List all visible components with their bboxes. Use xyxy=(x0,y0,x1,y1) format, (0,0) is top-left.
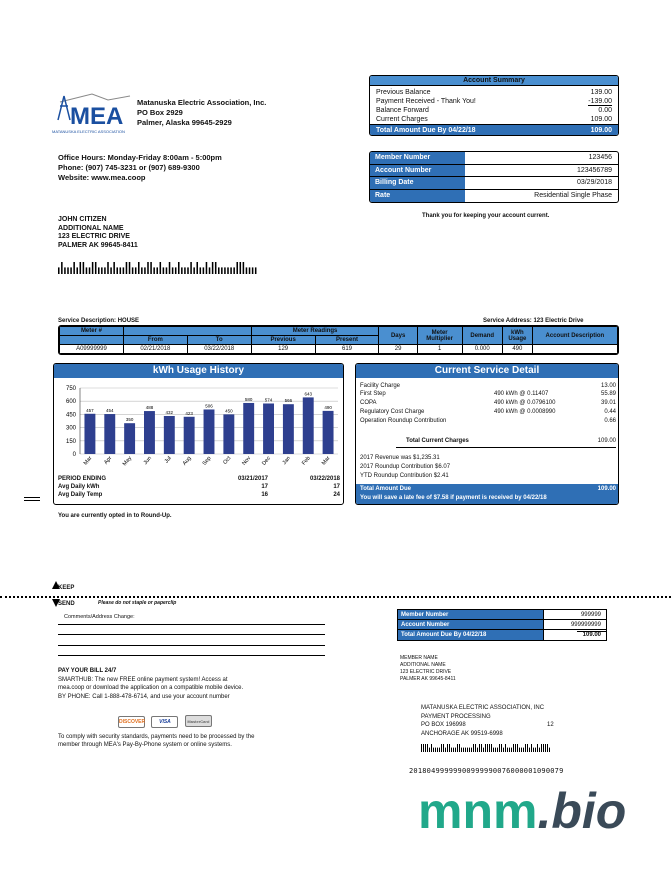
barcode-bar xyxy=(535,748,536,752)
barcode-bar xyxy=(209,267,211,274)
barcode-bar xyxy=(98,267,100,274)
barcode-bar xyxy=(427,744,428,752)
stub-member-address: MEMBER NAME ADDITIONAL NAME 123 ELECTRIC DRIVE PALMER AK 99645-8411 xyxy=(400,655,456,682)
x-tick-label: Jul xyxy=(163,455,173,465)
data-label: 423 xyxy=(185,410,193,416)
barcode-bar xyxy=(160,262,162,274)
card-logos xyxy=(118,710,214,728)
barcode-bar xyxy=(543,744,544,752)
barcode-bar xyxy=(485,744,486,752)
info-row-account: Account Number 123456789 xyxy=(370,165,618,178)
data-label: 490 xyxy=(324,404,332,410)
detail-note: 2017 Roundup Contribution $6.07 xyxy=(360,464,451,470)
barcode-bar xyxy=(439,748,440,752)
postal-barcode xyxy=(58,262,258,274)
data-label: 574 xyxy=(264,397,273,403)
col-from: From xyxy=(123,336,187,345)
barcode-bar xyxy=(132,267,134,274)
col-to: To xyxy=(187,336,251,345)
barcode-bar xyxy=(423,744,424,752)
scan-line: 20180499999900999990076000001090079 xyxy=(409,767,564,775)
barcode-bar xyxy=(523,748,524,752)
barcode-bar xyxy=(153,267,155,274)
barcode-bar xyxy=(545,744,546,752)
barcode-bar xyxy=(246,267,248,274)
detail-title: Current Service Detail xyxy=(356,364,618,378)
bar xyxy=(223,414,234,454)
usage-history-panel xyxy=(53,363,344,505)
detail-row: Regulatory Cost Charge 490 kWh @ 0.0008990 0.44 xyxy=(360,409,616,415)
bar xyxy=(184,417,195,454)
col-present: Present xyxy=(315,336,379,345)
barcode-bar xyxy=(493,748,494,752)
barcode-bar xyxy=(184,267,186,274)
usage-history-title: kWh Usage History xyxy=(54,364,343,378)
barcode-bar xyxy=(457,744,458,752)
col-days: Days xyxy=(379,327,417,345)
mea-logo xyxy=(50,92,135,136)
barcode-bar xyxy=(473,744,474,752)
keep-label: KEEP xyxy=(58,585,75,591)
barcode-bar xyxy=(465,748,466,752)
barcode-bar xyxy=(203,267,205,274)
company-name: Matanuska Electric Association, Inc. xyxy=(137,98,267,107)
bar xyxy=(303,397,314,454)
barcode-bar xyxy=(431,744,432,752)
barcode-bar xyxy=(443,744,444,752)
info-row-rate: Rate Residential Single Phase xyxy=(370,190,618,203)
bar xyxy=(124,423,135,454)
pay-instructions xyxy=(58,667,243,701)
company-po-box: PO Box 2929 xyxy=(137,108,183,117)
y-tick-label: 150 xyxy=(65,438,76,445)
barcode-bar xyxy=(206,262,208,274)
data-label: 566 xyxy=(284,398,293,404)
x-tick-label: Apr xyxy=(103,455,114,466)
bar xyxy=(84,414,95,454)
comment-line[interactable] xyxy=(58,624,325,625)
barcode-bar xyxy=(425,744,426,752)
barcode-bar xyxy=(447,744,448,752)
barcode-bar xyxy=(138,262,140,274)
period-table: PERIOD ENDING 03/21/2017 03/22/2018 Avg Daily kWh 17 17 Avg Daily Temp 16 24 xyxy=(58,476,340,498)
barcode-bar xyxy=(101,267,103,274)
account-summary xyxy=(369,75,619,136)
stub-account-table xyxy=(397,609,607,641)
barcode-bar xyxy=(453,748,454,752)
office-website: Website: www.mea.coop xyxy=(58,173,146,182)
data-label: 450 xyxy=(225,408,233,414)
barcode-bar xyxy=(221,267,223,274)
bar xyxy=(104,414,115,454)
x-tick-label: Jun xyxy=(142,455,153,467)
detail-row: Facility Charge 13.00 xyxy=(360,383,616,389)
col-readings: Meter Readings xyxy=(251,327,379,336)
barcode-bar xyxy=(123,267,125,274)
barcode-bar xyxy=(529,748,530,752)
barcode-bar xyxy=(437,748,438,752)
y-tick-label: 600 xyxy=(65,399,76,406)
x-tick-label: Feb xyxy=(301,455,312,467)
barcode-bar xyxy=(483,748,484,752)
barcode-bar xyxy=(243,262,245,274)
table-row: A09999999 02/21/2018 03/22/2018 129 619 29 1 0.000 490 xyxy=(60,345,618,354)
service-table xyxy=(58,325,619,355)
barcode-bar xyxy=(113,262,115,274)
data-label: 454 xyxy=(106,408,114,414)
barcode-bar xyxy=(240,262,242,274)
comment-line[interactable] xyxy=(58,634,325,635)
comments-label: Comments/Address Change: xyxy=(64,614,135,620)
col-multiplier: Meter Multiplier xyxy=(417,327,462,345)
barcode-bar xyxy=(236,262,238,274)
detail-divider xyxy=(396,447,616,448)
data-label: 643 xyxy=(304,391,312,397)
barcode-bar xyxy=(187,267,189,274)
company-address xyxy=(137,98,266,128)
barcode-bar xyxy=(67,267,69,274)
data-label: 350 xyxy=(125,417,134,423)
barcode-bar xyxy=(477,748,478,752)
barcode-bar xyxy=(499,744,500,752)
stub-row-total: Total Amount Due By 04/22/18 109.00 xyxy=(398,630,606,640)
bar xyxy=(144,411,155,454)
security-note: To comply with security standards, payments need to be processed by the member through MEA's Pay-By-Phone system or online systems. xyxy=(58,734,255,748)
x-tick-label: Oct xyxy=(222,455,233,466)
barcode-bar xyxy=(230,267,232,274)
barcode-bar xyxy=(252,267,254,274)
stub-row-account: Account Number 999999999 xyxy=(398,620,606,630)
barcode-bar xyxy=(513,744,514,752)
barcode-bar xyxy=(64,267,66,274)
barcode-bar xyxy=(70,267,72,274)
barcode-bar xyxy=(521,748,522,752)
barcode-bar xyxy=(503,748,504,752)
barcode-bar xyxy=(196,262,198,274)
barcode-bar xyxy=(116,267,118,274)
bar xyxy=(283,404,294,454)
pay-title: PAY YOUR BILL 24/7 xyxy=(58,668,117,674)
comment-line[interactable] xyxy=(58,655,325,656)
barcode-bar xyxy=(435,748,436,752)
barcode-bar xyxy=(501,744,502,752)
barcode-bar xyxy=(193,267,195,274)
detail-row: First Step 490 kWh @ 0.11407 55.89 xyxy=(360,391,616,397)
barcode-bar xyxy=(255,267,257,274)
remit-code: 12 xyxy=(547,722,554,728)
barcode-bar xyxy=(110,267,112,274)
barcode-bar xyxy=(469,748,470,752)
barcode-bar xyxy=(509,748,510,752)
summary-row: Payment Received - Thank You! -139.00 xyxy=(376,98,612,105)
watermark-logo: mnm.bio xyxy=(418,783,627,839)
barcode-bar xyxy=(172,267,174,274)
summary-row: Previous Balance 139.00 xyxy=(376,89,612,96)
perforation-line xyxy=(0,596,671,598)
service-description: Service Description: HOUSE xyxy=(58,318,140,324)
barcode-bar xyxy=(92,262,94,274)
comment-line[interactable] xyxy=(58,645,325,646)
barcode-bar xyxy=(224,267,226,274)
customer-city: PALMER AK 99645-8411 xyxy=(58,241,138,249)
mastercard-icon: MasterCard xyxy=(185,715,212,727)
barcode-bar xyxy=(156,267,158,274)
barcode-bar xyxy=(497,748,498,752)
barcode-bar xyxy=(178,262,180,274)
barcode-bar xyxy=(525,744,526,752)
customer-street: 123 ELECTRIC DRIVE xyxy=(58,233,130,240)
barcode-bar xyxy=(541,744,542,752)
detail-note: 2017 Revenue was $1,235.31 xyxy=(360,455,440,461)
logo-subtext: MATANUSKA ELECTRIC ASSOCIATION xyxy=(52,129,125,134)
barcode-bar xyxy=(190,262,192,274)
col-account-description: Account Description xyxy=(532,327,617,345)
detail-note: YTD Roundup Contribution $2.41 xyxy=(360,473,449,479)
barcode-bar xyxy=(76,267,78,274)
discover-card-icon: DISCOVER xyxy=(118,716,145,728)
remit-barcode xyxy=(421,744,551,752)
barcode-bar xyxy=(433,748,434,752)
stub-row-member: Member Number 999999 xyxy=(398,610,606,620)
barcode-bar xyxy=(141,267,143,274)
col-kwh: kWh Usage xyxy=(502,327,532,345)
account-summary-title: Account Summary xyxy=(370,76,618,86)
summary-row: Current Charges 109.00 xyxy=(376,116,612,123)
summary-row: Balance Forward 0.00 xyxy=(376,107,612,114)
barcode-bar xyxy=(463,748,464,752)
barcode-bar xyxy=(467,748,468,752)
smarthub-text-2: mea.coop or download the application on a compatible mobile device. xyxy=(58,685,244,691)
bar xyxy=(263,403,274,454)
barcode-bar xyxy=(515,744,516,752)
data-label: 580 xyxy=(244,396,253,402)
barcode-bar xyxy=(487,744,488,752)
y-tick-label: 0 xyxy=(72,452,76,458)
data-label: 457 xyxy=(86,407,94,413)
usage-chart xyxy=(54,380,344,476)
summary-total-row xyxy=(370,124,618,135)
amount-enclosed-line[interactable] xyxy=(577,631,607,632)
visa-card-icon: VISA xyxy=(151,716,178,728)
bar xyxy=(323,411,334,454)
office-info xyxy=(58,153,222,183)
barcode-bar xyxy=(475,744,476,752)
barcode-bar xyxy=(107,262,109,274)
smarthub-text: SMARTHUB: The new FREE online payment system! Access at xyxy=(58,676,228,683)
barcode-bar xyxy=(80,262,82,274)
send-label: SEND xyxy=(58,601,75,607)
data-label: 488 xyxy=(145,405,154,411)
barcode-bar xyxy=(144,267,146,274)
barcode-bar xyxy=(421,744,422,752)
col-demand: Demand xyxy=(462,327,502,345)
data-label: 506 xyxy=(205,403,213,409)
barcode-bar xyxy=(233,267,235,274)
barcode-bar xyxy=(489,744,490,752)
data-label: 432 xyxy=(165,409,174,415)
x-tick-label: Aug xyxy=(181,455,193,467)
barcode-bar xyxy=(212,262,214,274)
x-tick-label: Dec xyxy=(261,455,273,467)
barcode-bar xyxy=(449,744,450,752)
barcode-bar xyxy=(200,267,202,274)
bar xyxy=(204,409,215,454)
summary-total-value: 109.00 xyxy=(590,127,612,134)
office-phone: Phone: (907) 745-3231 or (907) 689-9300 xyxy=(58,163,200,172)
margin-mark xyxy=(24,500,40,501)
remit-address: MATANUSKA ELECTRIC ASSOCIATION, INC PAYMENT PROCESSING PO BOX 196998 ANCHORAGE AK 99519-6998 xyxy=(421,705,545,737)
barcode-bar xyxy=(215,262,217,274)
customer-name: JOHN CITIZEN xyxy=(58,216,107,223)
col-previous: Previous xyxy=(251,336,315,345)
barcode-bar xyxy=(169,262,171,274)
barcode-bar xyxy=(135,267,137,274)
y-tick-label: 300 xyxy=(65,425,76,432)
bar xyxy=(243,403,254,454)
barcode-bar xyxy=(61,262,63,274)
barcode-bar xyxy=(181,267,183,274)
barcode-bar xyxy=(175,267,177,274)
detail-total-row: Total Current Charges 109.00 xyxy=(406,438,616,444)
barcode-bar xyxy=(547,744,548,752)
barcode-bar xyxy=(120,267,122,274)
no-staple-note: Please do not staple or paperclip xyxy=(98,600,177,606)
barcode-bar xyxy=(461,748,462,752)
barcode-bar xyxy=(533,748,534,752)
barcode-bar xyxy=(150,262,152,274)
late-fee-note: You will save a late fee of $7.58 if payment is received by 04/22/18 xyxy=(360,495,547,501)
barcode-bar xyxy=(531,744,532,752)
barcode-bar xyxy=(89,267,91,274)
y-tick-label: 450 xyxy=(65,412,76,419)
barcode-bar xyxy=(73,262,75,274)
barcode-bar xyxy=(83,262,85,274)
summary-total-label: Total Amount Due By 04/22/18 xyxy=(376,127,476,134)
barcode-bar xyxy=(218,267,220,274)
barcode-bar xyxy=(507,748,508,752)
detail-row: Operation Roundup Contribution 0.66 xyxy=(360,418,616,424)
barcode-bar xyxy=(147,262,149,274)
account-info xyxy=(369,151,619,203)
barcode-bar xyxy=(451,748,452,752)
barcode-bar xyxy=(537,744,538,752)
barcode-bar xyxy=(549,748,550,752)
barcode-bar xyxy=(495,748,496,752)
barcode-bar xyxy=(429,748,430,752)
barcode-bar xyxy=(166,267,168,274)
by-phone-text: BY PHONE: Call 1-888-478-6714, and use your account number xyxy=(58,693,230,700)
margin-mark xyxy=(24,497,40,498)
thanks-message: Thank you for keeping your account current. xyxy=(422,213,550,219)
barcode-bar xyxy=(471,748,472,752)
bar xyxy=(164,416,175,454)
barcode-bar xyxy=(227,267,229,274)
x-tick-label: Nov xyxy=(241,455,253,467)
info-row-billing-date: Billing Date 03/29/2018 xyxy=(370,177,618,190)
barcode-bar xyxy=(455,748,456,752)
barcode-bar xyxy=(126,262,128,274)
barcode-bar xyxy=(539,748,540,752)
logo-text: MEA xyxy=(70,103,124,130)
current-service-detail xyxy=(355,363,619,505)
barcode-bar xyxy=(505,744,506,752)
detail-row: COPA 490 kWh @ 0.0796100 39.01 xyxy=(360,400,616,406)
x-tick-label: Sep xyxy=(201,455,213,467)
barcode-bar xyxy=(481,744,482,752)
col-meter: Meter # xyxy=(60,327,124,336)
roundup-message: You are currently opted in to Round-Up. xyxy=(58,513,172,519)
barcode-bar xyxy=(104,267,106,274)
y-tick-label: 750 xyxy=(65,386,76,392)
barcode-bar xyxy=(527,744,528,752)
info-row-member: Member Number 123456 xyxy=(370,152,618,165)
barcode-bar xyxy=(163,267,165,274)
service-address: Service Address: 123 Electric Drive xyxy=(483,318,584,324)
barcode-bar xyxy=(441,744,442,752)
barcode-bar xyxy=(445,748,446,752)
x-tick-label: Mar xyxy=(320,455,332,467)
office-hours: Office Hours: Monday-Friday 8:00am - 5:00pm xyxy=(58,153,222,162)
barcode-bar xyxy=(58,267,60,274)
barcode-bar xyxy=(511,748,512,752)
customer-additional: ADDITIONAL NAME xyxy=(58,224,124,232)
customer-address xyxy=(58,216,138,250)
barcode-bar xyxy=(86,267,88,274)
barcode-bar xyxy=(479,744,480,752)
barcode-bar xyxy=(129,262,131,274)
barcode-bar xyxy=(249,267,251,274)
company-city: Palmer, Alaska 99645-2929 xyxy=(137,118,232,127)
due-value: 109.00 xyxy=(597,486,616,492)
x-tick-label: Mar xyxy=(82,455,94,467)
barcode-bar xyxy=(459,744,460,752)
barcode-bar xyxy=(519,748,520,752)
due-label: Total Amount Due xyxy=(360,486,411,492)
barcode-bar xyxy=(95,262,97,274)
barcode-bar xyxy=(491,744,492,752)
x-tick-label: May xyxy=(121,455,134,468)
amount-due-band xyxy=(356,484,619,504)
x-tick-label: Jan xyxy=(281,455,292,467)
barcode-bar xyxy=(517,744,518,752)
